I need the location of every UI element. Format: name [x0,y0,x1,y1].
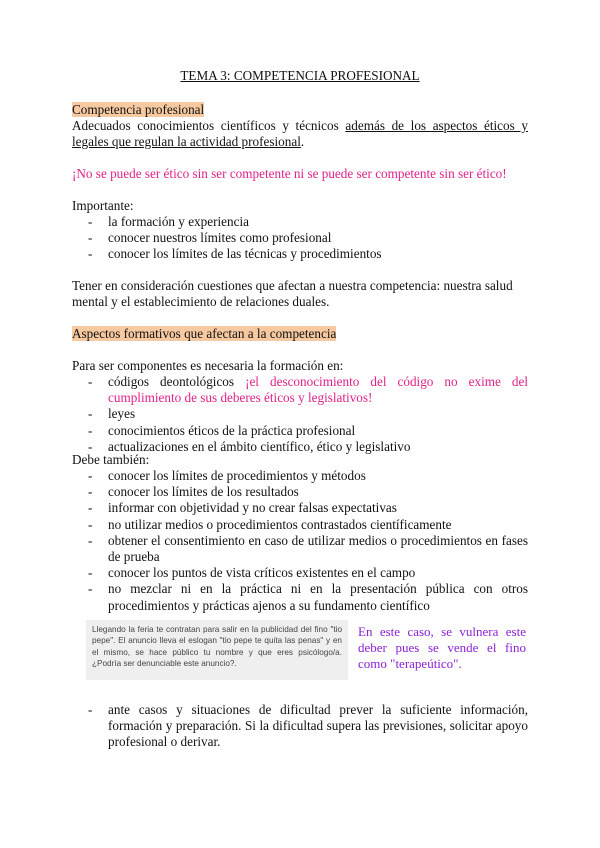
list-item: - conocer los límites de las técnicas y procedimientos [72,246,528,262]
motto: ¡No se puede ser ético sin ser competente ni se puede ser competente sin ser ético! [72,166,507,181]
list-item: - actualizaciones en el ámbito científico, ético y legislativo [72,439,528,455]
also-list [72,468,528,614]
definition-paragraph: Adecuados conocimientos científicos y técnicos además de los aspectos éticos y legales que regulan la actividad profesional. [72,118,528,150]
final-list [72,702,528,751]
formation-intro: Para ser componentes es necesaria la formación en: [72,358,344,373]
case-comment: En este caso, se vulnera este deber pues se vende el fino como "terapeútico". [358,624,526,672]
formation-list [72,374,528,455]
list-item: - obtener el consentimiento en caso de utilizar medios o procedimientos en fases de prueba [72,533,528,565]
list-item: - ante casos y situaciones de dificultad prever la suficiente información, formación y preparación. Si la dificultad supera las previsiones, solicitar apoyo profesional o derivar. [72,702,528,751]
list-item: - informar con objetividad y no crear falsas expectativas [72,500,528,516]
list-item: - conocer nuestros límites como profesional [72,230,528,246]
important-list [72,214,528,263]
case-example-box: Llegando la feria te contratan para salir en la publicidad del fino "tio pepe". El anuncio lleva el eslogan "tio pepe te quita las penas" y en el mismo, se hace público tu nombre y que eres psicólogo/a. ¿Podría ser denunciable este anuncio?. [86,620,348,680]
consideration-paragraph: Tener en consideración cuestiones que afectan a nuestra competencia: nuestra salud mental y el establecimiento de relaciones duales. [72,278,513,310]
list-item: - no utilizar medios o procedimientos contrastados científicamente [72,517,528,533]
list-item: - conocer los límites de los resultados [72,484,528,500]
important-label: Importante: [72,198,134,213]
list-item: - conocer los puntos de vista críticos existentes en el campo [72,565,528,581]
section-heading-competencia: Competencia profesional [72,102,205,117]
list-item: - leyes [72,406,528,422]
list-item: - la formación y experiencia [72,214,528,230]
list-item: - no mezclar ni en la práctica ni en la presentación pública con otros procedimientos y prácticas ajenos a su fundamento científico [72,581,528,613]
list-item: - códigos deontológicos ¡el desconocimiento del código no exime del cumplimiento de sus deberes éticos y legislativos! [72,374,528,406]
section-heading-aspectos: Aspectos formativos que afectan a la competencia [72,326,337,341]
page-title: TEMA 3: COMPETENCIA PROFESIONAL [180,68,420,83]
list-item: - conocer los límites de procedimientos y métodos [72,468,528,484]
list-item: - conocimientos éticos de la práctica profesional [72,423,528,439]
also-label: Debe también: [72,452,150,467]
